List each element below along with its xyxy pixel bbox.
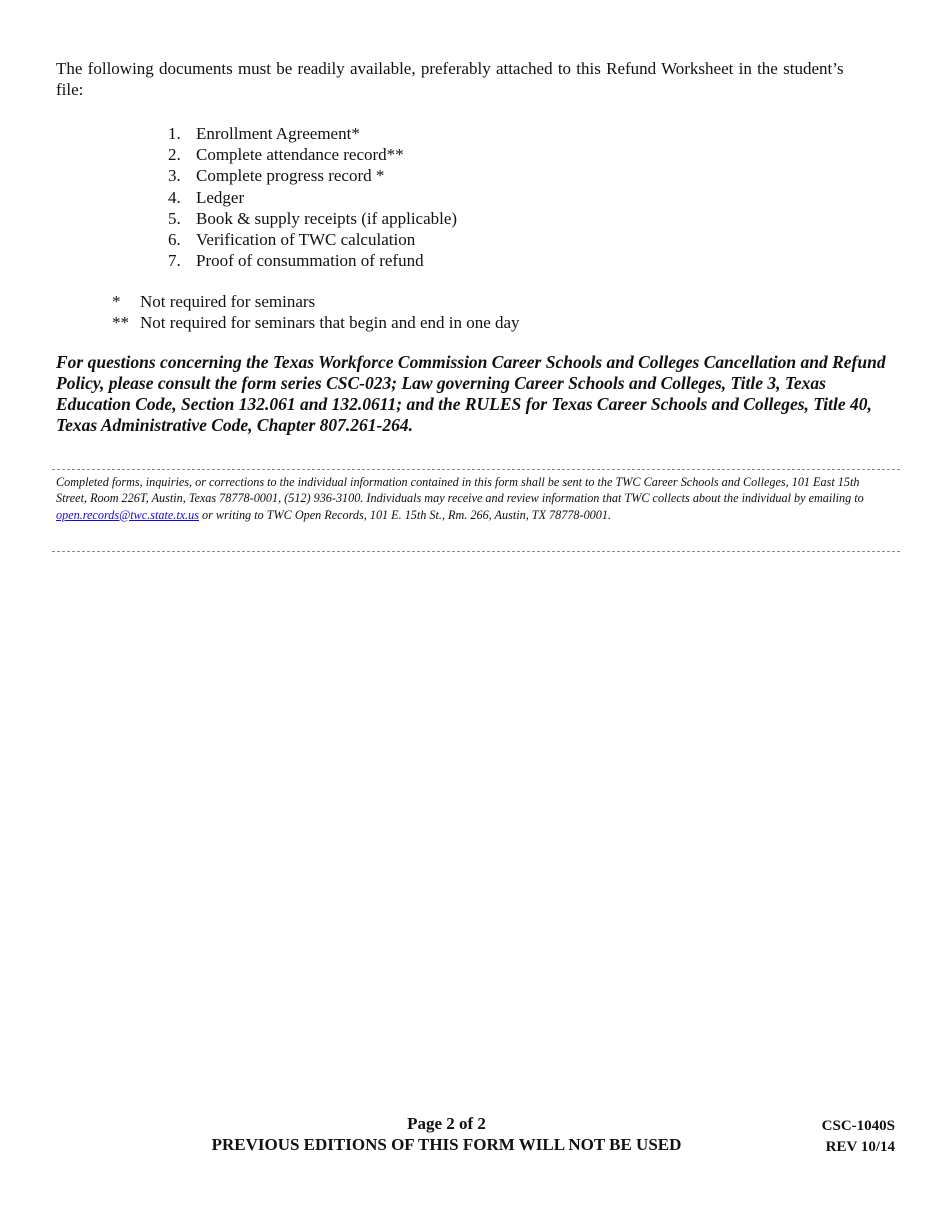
page-number: Page 2 of 2 — [407, 1114, 486, 1133]
list-item-number: 7. — [168, 251, 181, 271]
list-item-label: Complete progress record * — [196, 166, 385, 186]
list-item — [168, 229, 457, 250]
footnote-text: Not required for seminars — [140, 292, 316, 311]
footnotes-list — [112, 291, 520, 333]
intro-paragraph: The following documents must be readily available, preferably attached to this Refund Worksheet in the student’s file: — [56, 59, 844, 99]
list-item — [168, 144, 457, 165]
page-footer — [150, 1113, 743, 1155]
footnote-text: Not required for seminars that begin and end in one day — [140, 313, 520, 332]
list-item — [168, 250, 457, 271]
list-item — [168, 123, 457, 144]
footnote — [112, 312, 520, 333]
editions-notice: PREVIOUS EDITIONS OF THIS FORM WILL NOT BE USED — [211, 1135, 682, 1154]
list-item-label: Ledger — [196, 187, 245, 207]
list-item-number: 2. — [168, 145, 181, 165]
list-item-label: Book & supply receipts (if applicable) — [196, 208, 458, 228]
list-item-number: 1. — [168, 124, 181, 143]
privacy-text-before: Completed forms, inquiries, or corrections to the individual information contained in this form shall be sent to the TWC Career Schools and Colleges, 101 East 15th Street, Room 226T, Austin, Texas 78778-0001, (512) 936-3100. Individuals may receive and review information that TWC collects about the individual by emailing to — [56, 475, 864, 506]
form-revision: REV 10/14 — [825, 1139, 895, 1155]
form-number: CSC-1040S — [821, 1118, 895, 1134]
bottom-divider — [52, 551, 900, 552]
list-item-number: 4. — [168, 187, 181, 207]
privacy-text-after: or writing to TWC Open Records, 101 E. 15th St., Rm. 266, Austin, TX 78778-0001. — [202, 507, 612, 522]
list-item-label: Verification of TWC calculation — [196, 229, 416, 249]
list-item-label: Proof of consummation of refund — [196, 251, 424, 271]
footnote-mark: * — [112, 292, 121, 311]
footnote-mark: ** — [112, 313, 129, 332]
refund-policy-notice: For questions concerning the Texas Workforce Commission Career Schools and Colleges Cancellation and Refund Policy, please consult the form series CSC-023; Law governing Career Schools and Colleges, Title 3, Texas Education Code, Section 132.061 and 132.0611; and the RULES for Texas Career Schools and Colleges, Title 40, Texas Administrative Code, Chapter 807.261-264. — [56, 352, 886, 435]
footnote — [112, 291, 520, 312]
list-item-label: Complete attendance record** — [196, 145, 404, 165]
list-item-number: 6. — [168, 229, 181, 249]
required-documents-list — [168, 123, 457, 271]
list-item-number: 5. — [168, 208, 181, 228]
top-divider — [52, 469, 900, 470]
list-item — [168, 208, 457, 229]
list-item-number: 3. — [168, 166, 181, 186]
open-records-email-link[interactable]: open.records@twc.state.tx.us — [56, 507, 199, 522]
privacy-notice — [56, 474, 886, 523]
list-item — [168, 165, 457, 186]
list-item-label: Enrollment Agreement* — [196, 124, 360, 143]
form-identifier — [800, 1116, 895, 1158]
list-item — [168, 187, 457, 208]
